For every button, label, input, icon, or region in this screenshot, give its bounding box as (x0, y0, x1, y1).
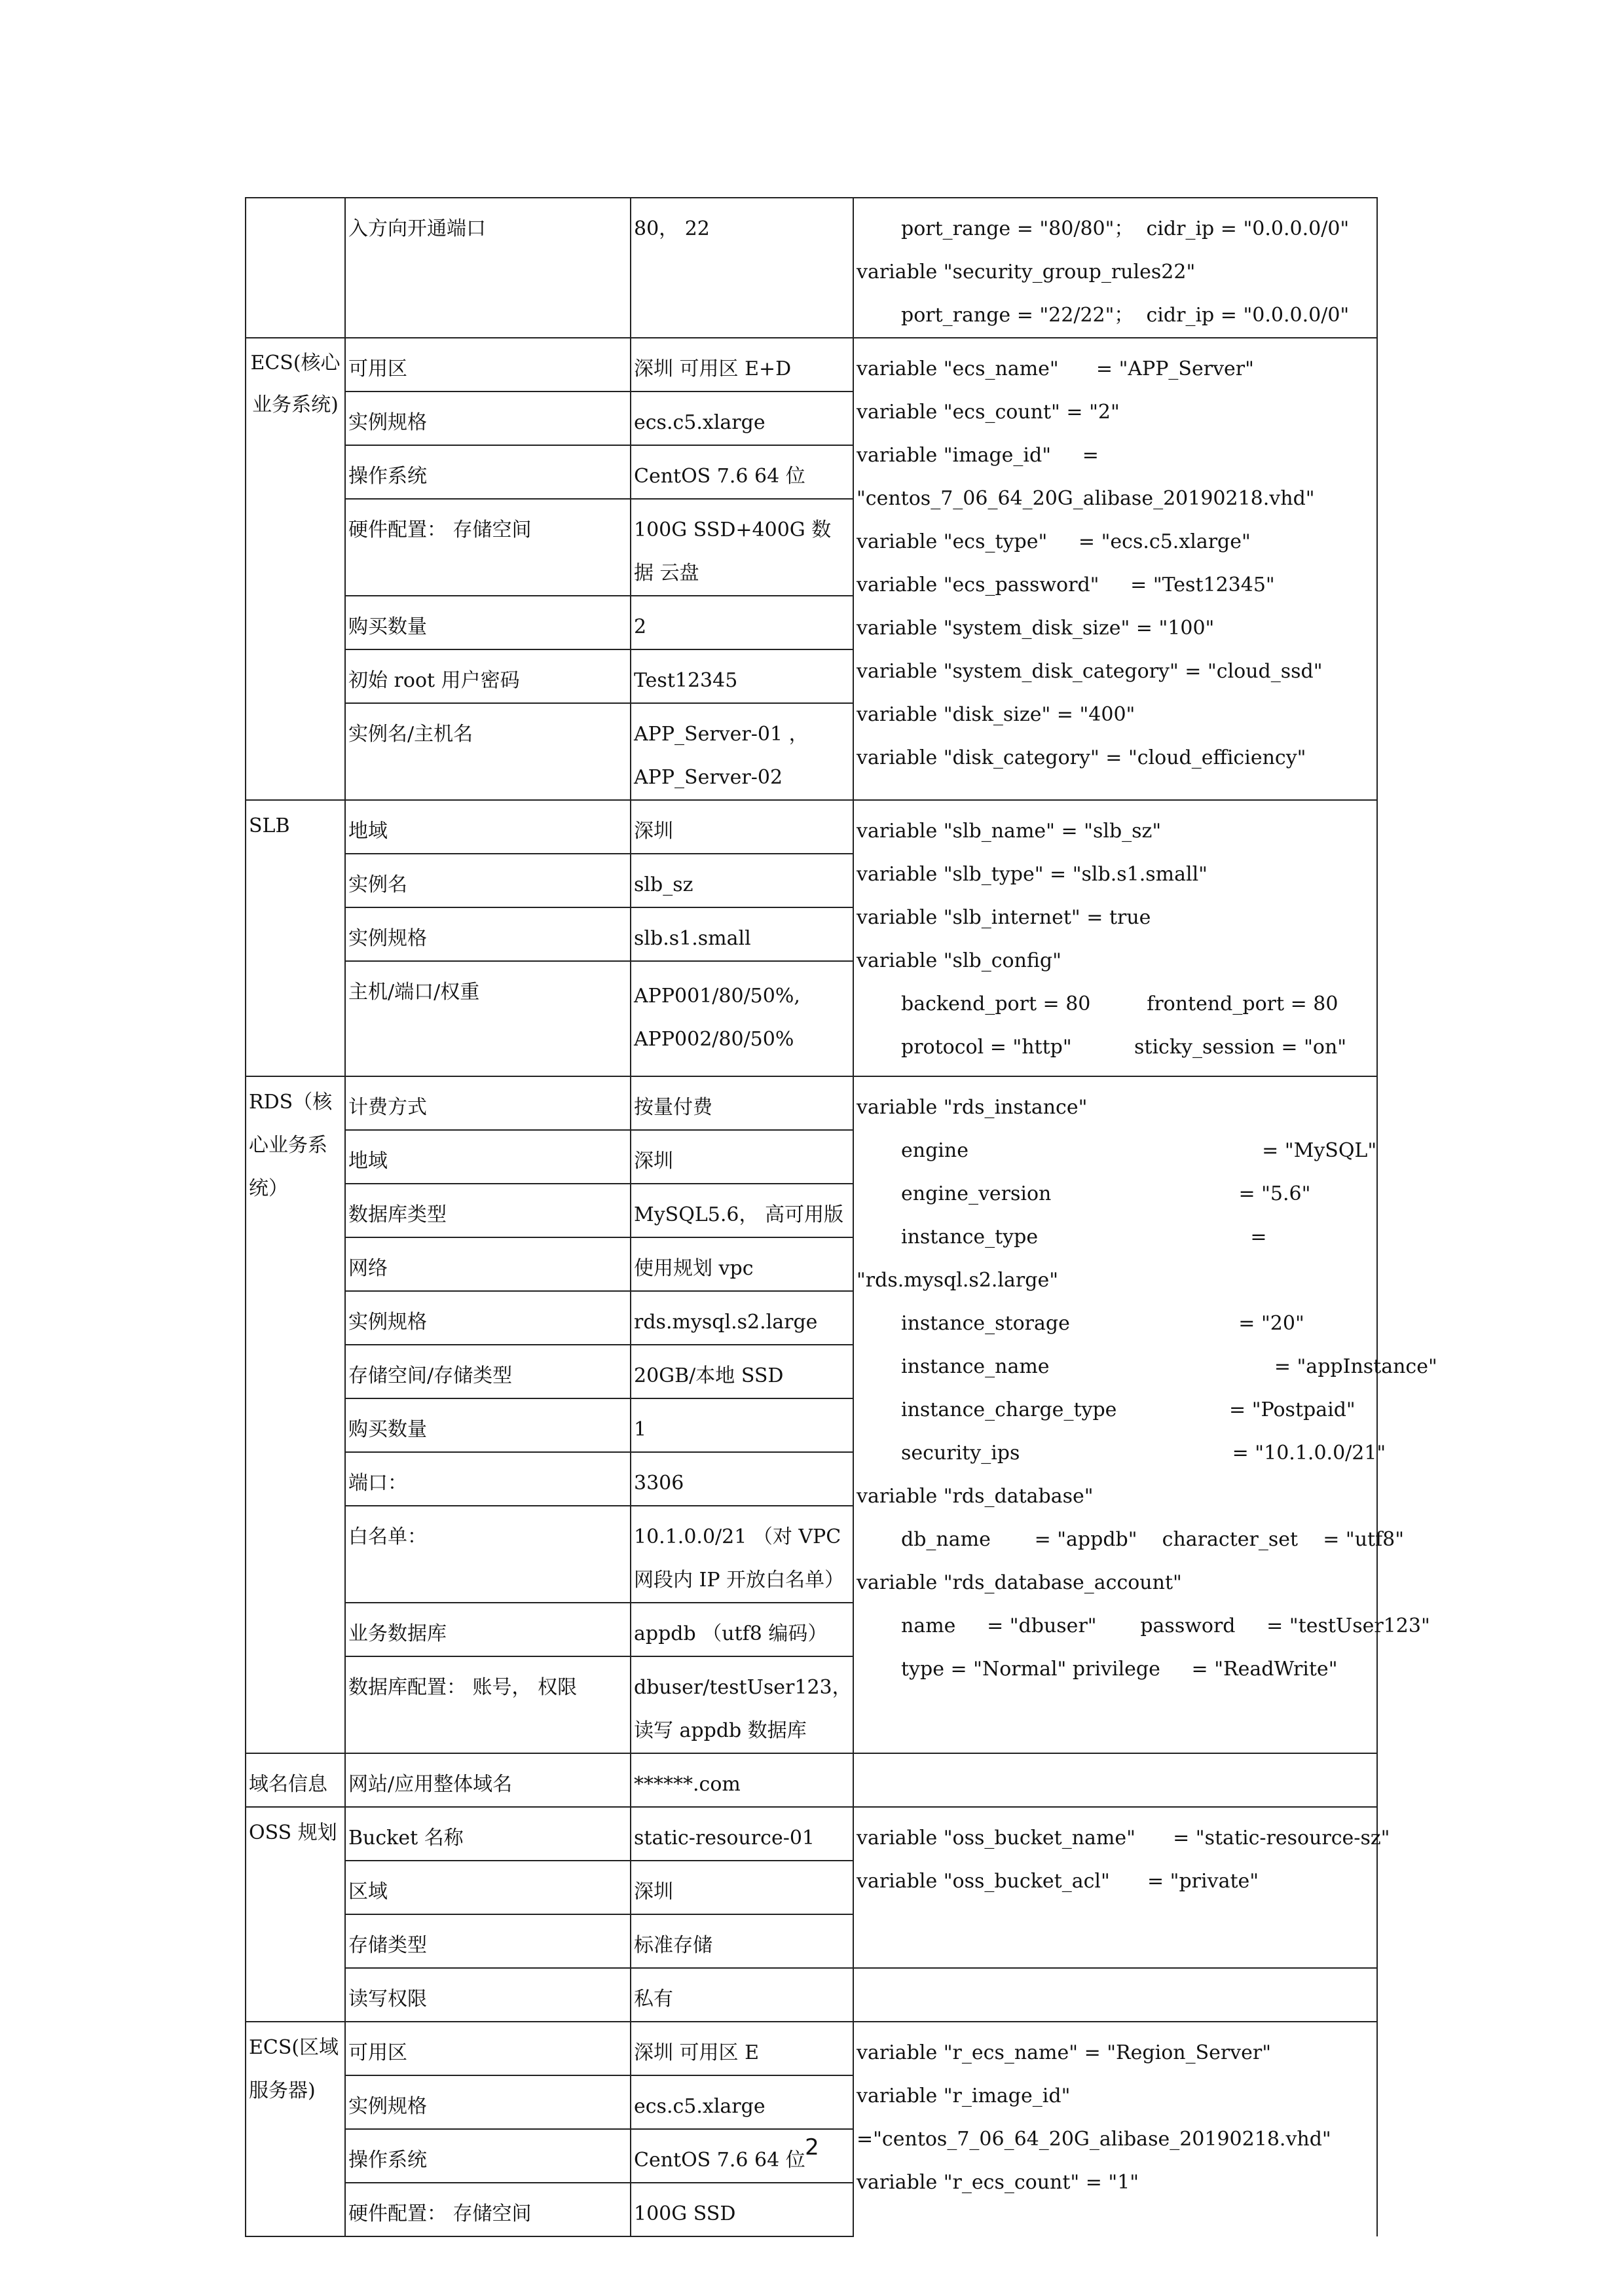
section-ecs-core: ECS(核心业务系统) (246, 338, 345, 800)
param-value: 1 (631, 1398, 853, 1452)
param-label: 可用区 (345, 2022, 631, 2075)
section-slb: SLB (246, 800, 345, 1076)
param-value: ******.com (631, 1753, 853, 1807)
code-cell-inbound (853, 198, 1377, 338)
param-label: 存储空间/存储类型 (345, 1345, 631, 1398)
section-oss: OSS 规划 (246, 1807, 345, 2022)
param-value: ecs.c5.xlarge (631, 2075, 853, 2129)
param-value: 20GB/本地 SSD (631, 1345, 853, 1398)
param-value: appdb （utf8 编码） (631, 1603, 853, 1656)
code-line: port_range = "80/80"； cidr_ip = "0.0.0.0/0" (901, 217, 1350, 240)
param-label: Bucket 名称 (345, 1807, 631, 1861)
param-label: 网站/应用整体域名 (345, 1753, 631, 1807)
param-label: 实例规格 (345, 2075, 631, 2129)
code-cell-slb (853, 800, 1377, 1076)
param-label: 实例规格 (345, 1291, 631, 1345)
code-line: name = "dbuser" password = "testUser123" (901, 1614, 1430, 1637)
param-value: 按量付费 (631, 1076, 853, 1130)
param-value: dbuser/testUser123， 读写 appdb 数据库 (631, 1656, 853, 1753)
code-cell-ecs-core (853, 338, 1377, 800)
code-line: engine_version = "5.6" (901, 1182, 1311, 1205)
param-label: 实例规格 (345, 392, 631, 445)
param-label: 硬件配置： 存储空间 (345, 2183, 631, 2236)
code-line: variable "ecs_count" = "2" (857, 401, 1120, 424)
code-line: variable "slb_config" (857, 949, 1061, 972)
code-line: variable "system_disk_category" = "cloud_ssd" (857, 660, 1323, 683)
param-value: 私有 (631, 1968, 853, 2022)
param-value: 100G SSD+400G 数 据 云盘 (631, 499, 853, 596)
param-value: rds.mysql.s2.large (631, 1291, 853, 1345)
param-label: 入方向开通端口 (345, 198, 631, 338)
param-label: 硬件配置： 存储空间 (345, 499, 631, 596)
code-cell-rds (853, 1076, 1437, 1753)
param-label: 数据库配置： 账号， 权限 (345, 1656, 631, 1753)
code-line: "rds.mysql.s2.large" (857, 1269, 1058, 1292)
param-label: 实例名 (345, 854, 631, 907)
param-label: 白名单： (345, 1506, 631, 1603)
param-label: 操作系统 (345, 2129, 631, 2183)
code-line: variable "slb_internet" = true (857, 906, 1151, 929)
code-line: engine = "MySQL" (901, 1139, 1377, 1162)
code-line: variable "security_group_rules22" (857, 261, 1196, 283)
table-row (246, 1076, 1377, 1130)
param-label: 购买数量 (345, 1398, 631, 1452)
code-line: instance_storage = "20" (901, 1312, 1304, 1335)
code-cell-ecs-region (853, 2022, 1377, 2236)
table-row (246, 1807, 1377, 1861)
param-value: 深圳 (631, 800, 853, 854)
table-row (246, 1753, 1377, 1807)
code-line: instance_type = (901, 1226, 1267, 1248)
param-value: 使用规划 vpc (631, 1237, 853, 1291)
code-line: instance_name = "appInstance" (901, 1355, 1437, 1378)
param-label: 业务数据库 (345, 1603, 631, 1656)
code-cell-empty (853, 1968, 1377, 2022)
code-line: variable "slb_type" = "slb.s1.small" (857, 863, 1208, 886)
param-label: 地域 (345, 800, 631, 854)
param-label: 地域 (345, 1130, 631, 1184)
code-line: variable "image_id" = (857, 444, 1099, 467)
param-value: 深圳 可用区 E (631, 2022, 853, 2075)
section-ecs-region: ECS(区域服务器) (246, 2022, 345, 2236)
section-rds: RDS（核心业务系统） (246, 1076, 345, 1753)
code-line: port_range = "22/22"； cidr_ip = "0.0.0.0/0" (901, 304, 1350, 327)
code-line: variable "rds_database_account" (857, 1571, 1182, 1594)
param-label: 网络 (345, 1237, 631, 1291)
code-line: variable "r_ecs_count" = "1" (857, 2171, 1139, 2194)
table-row (246, 1968, 1377, 2022)
code-line: variable "slb_name" = "slb_sz" (857, 820, 1162, 843)
code-line: protocol = "http" sticky_session = "on" (901, 1036, 1347, 1059)
param-value: 100G SSD (631, 2183, 853, 2236)
param-value: 标准存储 (631, 1914, 853, 1968)
param-label: 可用区 (345, 338, 631, 392)
param-label: 区域 (345, 1861, 631, 1914)
code-line: variable "ecs_type" = "ecs.c5.xlarge" (857, 530, 1251, 553)
param-label: 端口： (345, 1452, 631, 1506)
param-label: 存储类型 (345, 1914, 631, 1968)
code-line: variable "rds_database" (857, 1485, 1094, 1508)
code-cell-oss (853, 1807, 1390, 1968)
code-line: backend_port = 80 frontend_port = 80 (901, 993, 1338, 1015)
code-line: instance_charge_type = "Postpaid" (901, 1398, 1356, 1421)
param-value: static-resource-01 (631, 1807, 853, 1861)
param-value: 3306 (631, 1452, 853, 1506)
section-cell-empty (246, 198, 345, 338)
code-line: type = "Normal" privilege = "ReadWrite" (901, 1658, 1338, 1681)
param-value: MySQL5.6， 高可用版 (631, 1184, 853, 1237)
table-row (246, 2022, 1377, 2075)
code-line: variable "ecs_name" = "APP_Server" (857, 357, 1254, 380)
code-line: variable "r_image_id" (857, 2085, 1071, 2107)
param-value: CentOS 7.6 64 位 (631, 445, 853, 499)
code-line: ="centos_7_06_64_20G_alibase_20190218.vhd" (857, 2128, 1331, 2151)
param-label: 读写权限 (345, 1968, 631, 2022)
param-label: 实例名/主机名 (345, 703, 631, 800)
param-value: 2 (631, 596, 853, 649)
code-line: variable "oss_bucket_name" = "static-resource-sz" (857, 1827, 1390, 1850)
table-row (246, 800, 1377, 854)
param-label: 主机/端口/权重 (345, 961, 631, 1076)
page-number: 2 (805, 2134, 819, 2160)
code-line: variable "oss_bucket_acl" = "private" (857, 1870, 1259, 1893)
param-label: 实例规格 (345, 907, 631, 961)
table-row (246, 338, 1377, 392)
param-value: ecs.c5.xlarge (631, 392, 853, 445)
code-line: variable "disk_size" = "400" (857, 703, 1135, 726)
param-label: 计费方式 (345, 1076, 631, 1130)
param-label: 数据库类型 (345, 1184, 631, 1237)
param-value: APP001/80/50%, APP002/80/50% (631, 961, 853, 1076)
param-value: 深圳 (631, 1861, 853, 1914)
code-line: "centos_7_06_64_20G_alibase_20190218.vhd" (857, 487, 1315, 510)
param-value: APP_Server-01 ，APP_Server-02 (631, 703, 853, 800)
param-value: CentOS 7.6 64 位 (631, 2129, 853, 2183)
code-line: db_name = "appdb" character_set = "utf8" (901, 1528, 1405, 1551)
code-line: variable "disk_category" = "cloud_efficiency" (857, 746, 1306, 769)
table-row (246, 198, 1377, 338)
config-table (245, 197, 1437, 2237)
code-line: variable "r_ecs_name" = "Region_Server" (857, 2041, 1272, 2064)
param-value: 80， 22 (631, 198, 853, 338)
code-cell-empty (853, 1753, 1377, 1807)
param-label: 购买数量 (345, 596, 631, 649)
section-domain: 域名信息 (246, 1753, 345, 1807)
param-value: Test12345 (631, 649, 853, 703)
param-value: 深圳 可用区 E+D (631, 338, 853, 392)
param-value: 10.1.0.0/21 （对 VPC 网段内 IP 开放白名单） (631, 1506, 853, 1603)
param-value: 深圳 (631, 1130, 853, 1184)
param-label: 初始 root 用户密码 (345, 649, 631, 703)
code-line: security_ips = "10.1.0.0/21" (901, 1442, 1386, 1465)
param-label: 操作系统 (345, 445, 631, 499)
code-line: variable "ecs_password" = "Test12345" (857, 574, 1275, 596)
code-line: variable "rds_instance" (857, 1096, 1088, 1119)
param-value: slb.s1.small (631, 907, 853, 961)
code-line: variable "system_disk_size" = "100" (857, 617, 1215, 640)
param-value: slb_sz (631, 854, 853, 907)
